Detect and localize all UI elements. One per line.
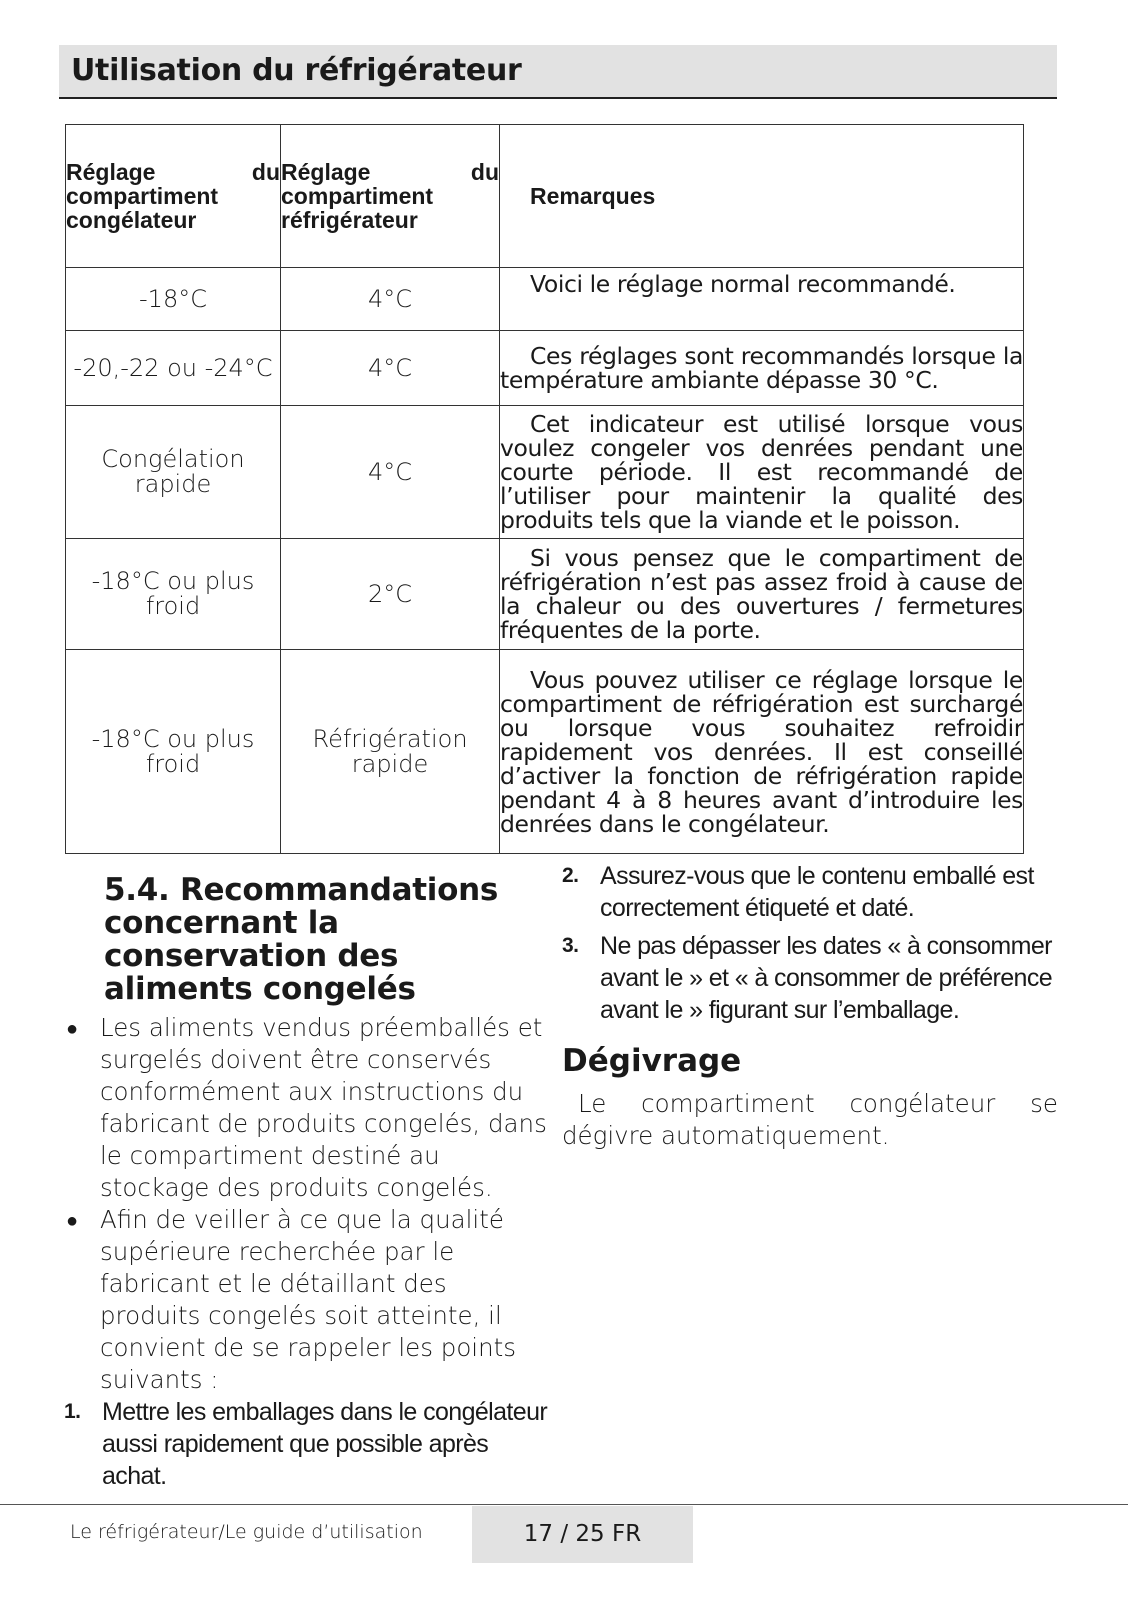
remark: Cet indicateur est utilisé lorsque vous voulez congeler vos denrées pendant une courte période. Il est recommandé de l’utiliser pour maintenir la qualité des produits tels que la viande et le poisson.: [500, 406, 1024, 539]
step-number: 2.: [562, 864, 579, 887]
page-title: Utilisation du réfrigérateur: [71, 53, 522, 88]
step-text: Assurez-vous que le contenu emballé est correctement étiqueté et daté.: [600, 862, 1034, 922]
remark: Si vous pensez que le compartiment de réfrigération n’est pas assez froid à cause de la chaleur ou des ouvertures / fermetures fréquentes de la porte.: [500, 539, 1024, 650]
freezer-setting: -18°C ou plus froid: [66, 650, 281, 854]
freezer-setting: -18°C ou plus froid: [66, 539, 281, 650]
fridge-setting: 4°C: [281, 268, 500, 331]
page-number: 17 / 25 FR: [472, 1506, 693, 1563]
step-number: 3.: [562, 934, 579, 957]
step-text: Mettre les emballages dans le congélateur aussi rapidement que possible après achat.: [102, 1398, 548, 1490]
right-column: [562, 860, 1058, 1152]
bullet-icon: ●: [66, 1208, 79, 1232]
steps-list: [64, 1396, 554, 1492]
settings-table: [65, 124, 1024, 854]
footer-divider: [0, 1504, 1128, 1505]
header-freezer-setting: Réglage du compartiment congélateur: [66, 125, 281, 268]
remark: Ces réglages sont recommandés lorsque la température ambiante dépasse 30 °C.: [500, 331, 1024, 406]
freezer-setting: -18°C: [66, 268, 281, 331]
freezer-setting: Congélation rapide: [66, 406, 281, 539]
bullet-list: [64, 1012, 554, 1396]
table-header-row: [66, 125, 1024, 268]
table-row: [66, 539, 1024, 650]
table-row: [66, 331, 1024, 406]
remark: Voici le réglage normal recommandé.: [500, 268, 1024, 331]
bullet-text: Afin de veiller à ce que la qualité supérieure recherchée par le fabricant et le détaillant des produits congelés soit atteinte, il convient de se rappeler les points suivants :: [100, 1205, 517, 1394]
header-remarks: Remarques: [500, 125, 1024, 268]
list-item: [64, 1396, 554, 1492]
section-heading: 5.4. Recommandations concernant la conservation des aliments congelés: [104, 872, 499, 1007]
list-item: [64, 1012, 554, 1204]
left-column: [64, 874, 554, 1492]
bullet-icon: ●: [66, 1016, 79, 1040]
fridge-setting: 4°C: [281, 331, 500, 406]
bullet-text: Les aliments vendus préemballés et surgelés doivent être conservés conformément aux instructions du fabricant de produits congelés, dans le compartiment destiné au stockage des produits congelés.: [100, 1013, 547, 1202]
freezer-setting: -20,-22 ou -24°C: [66, 331, 281, 406]
page-header: [59, 45, 1057, 99]
defrost-heading: Dégivrage: [562, 1043, 742, 1079]
step-number: 1.: [64, 1400, 81, 1423]
footer-guide-title: Le réfrigérateur/Le guide d’utilisation: [70, 1521, 423, 1543]
steps-list: [562, 860, 1058, 1026]
table-row: [66, 268, 1024, 331]
defrost-paragraph: Le compartiment congélateur se dégivre automatiquement.: [562, 1089, 1058, 1150]
list-item: [562, 930, 1058, 1026]
step-text: Ne pas dépasser les dates « à consommer avant le » et « à consommer de préférence avant le » figurant sur l’emballage.: [600, 932, 1053, 1024]
list-item: [64, 1204, 554, 1396]
table-row: [66, 406, 1024, 539]
table-row: [66, 650, 1024, 854]
fridge-setting: Réfrigération rapide: [281, 650, 500, 854]
fridge-setting: 2°C: [281, 539, 500, 650]
fridge-setting: 4°C: [281, 406, 500, 539]
list-item: [562, 860, 1058, 924]
header-fridge-setting: Réglage du compartiment réfrigérateur: [281, 125, 500, 268]
remark: Vous pouvez utiliser ce réglage lorsque le compartiment de réfrigération est surchargé ou lorsque vous souhaitez refroidir rapidement vos denrées. Il est conseillé d’activer la fonction de réfrigération rapide pendant 4 à 8 heures avant d’introduire les denrées dans le congélateur.: [500, 650, 1024, 854]
